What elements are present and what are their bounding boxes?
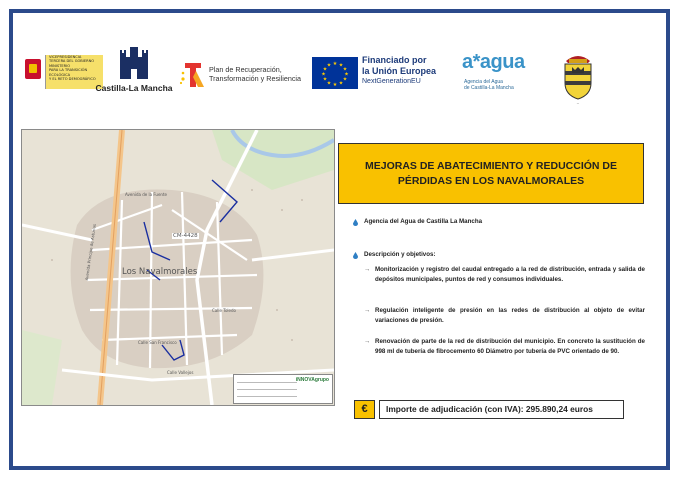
agua-wordmark: a*agua	[462, 51, 525, 73]
municipal-coat-of-arms-icon	[558, 51, 598, 107]
objective-item: → Monitorización y registro del caudal entregado a la red de distribución, entrada y salida de depósitos municipales, puntos de red y consumos individuales.	[364, 266, 645, 283]
objective-item: → Renovación de parte de la red de distribución del municipio. En concreto la sustitución de 998 ml de tubería de fibrocemento 60 Diámetro por tubería de PVC orientado de 90.	[364, 338, 645, 355]
map-street-label: Avenida Principe de Asturias	[84, 223, 97, 281]
spain-shield-icon	[25, 59, 41, 79]
description-heading: Descripción y objetivos:	[364, 251, 436, 258]
clm-label: Castilla-La Mancha	[95, 83, 173, 93]
svg-text:★: ★	[342, 76, 348, 83]
eu-logo	[312, 55, 462, 95]
map-street-label: Calle San Francisco	[138, 340, 177, 345]
castle-icon	[117, 45, 151, 81]
map-road-label: CM-4428	[173, 233, 198, 239]
water-drop-icon	[353, 219, 358, 226]
svg-text:★: ★	[332, 82, 338, 88]
euro-icon: €	[354, 400, 375, 419]
award-amount-text: Importe de adjudicación (con IVA): 295.890,24 euros	[379, 400, 624, 419]
svg-text:★: ★	[326, 62, 332, 69]
arrow-icon: →	[364, 307, 371, 314]
map-title-block	[233, 374, 333, 404]
award-amount	[354, 400, 624, 419]
agencia-agua-logo	[456, 49, 542, 99]
map-street-label: Avenida de la Fuente	[125, 192, 167, 197]
svg-text:★: ★	[322, 76, 328, 83]
castilla-la-mancha-logo	[91, 45, 177, 105]
eu-flag-icon	[312, 57, 358, 89]
map-town-label: Los Navalmorales	[122, 267, 198, 277]
plan-recuperacion-logo	[179, 59, 319, 93]
objective-item: → Regulación inteligente de presión en las redes de distribución al objeto de evitar variaciones de presión.	[364, 307, 645, 324]
svg-text:★: ★	[322, 66, 328, 73]
logo-bar	[13, 43, 674, 113]
prtr-mark-icon	[179, 59, 207, 89]
agency-name: Agencia del Agua de Castilla La Mancha	[364, 218, 483, 225]
town-map[interactable]	[21, 129, 335, 406]
svg-text:★: ★	[332, 61, 338, 67]
arrow-icon: →	[364, 266, 371, 273]
water-drop-icon	[353, 252, 358, 259]
arrow-icon: →	[364, 338, 371, 345]
map-street-label: Calle Vallejos	[167, 370, 194, 375]
svg-text:★: ★	[338, 62, 344, 69]
prtr-text: Plan de Recuperación, Transformación y Resiliencia	[209, 65, 302, 83]
eu-text: Financiado por la Unión Europea	[362, 55, 437, 76]
svg-text:★: ★	[338, 80, 344, 87]
svg-text:★: ★	[344, 71, 349, 78]
agua-subtitle: Agencia del Agua de Castilla-La Mancha	[464, 79, 514, 91]
svg-text:★: ★	[342, 66, 348, 73]
gobierno-text: VICEPRESIDENCIA TERCERA DEL GOBIERNO MINISTERIO PARA LA TRANSICIÓN ECOLÓGICA Y EL RETO DEMOGRÁFICO	[45, 55, 103, 89]
svg-text:~: ~	[576, 102, 580, 106]
svg-text:★: ★	[321, 71, 326, 78]
project-title: MEJORAS DE ABATECIMIENTO Y REDUCCIÓN DE PÉRDIDAS EN LOS NAVALMORALES	[364, 159, 618, 187]
page-frame	[9, 9, 670, 470]
svg-text:★: ★	[326, 80, 332, 87]
next-generation-text: NextGenerationEU	[362, 78, 421, 85]
project-title-box	[338, 143, 644, 204]
map-brand-label: iNNOVAgrupo	[295, 377, 329, 383]
map-street-label: Calle Toledo	[212, 308, 236, 313]
